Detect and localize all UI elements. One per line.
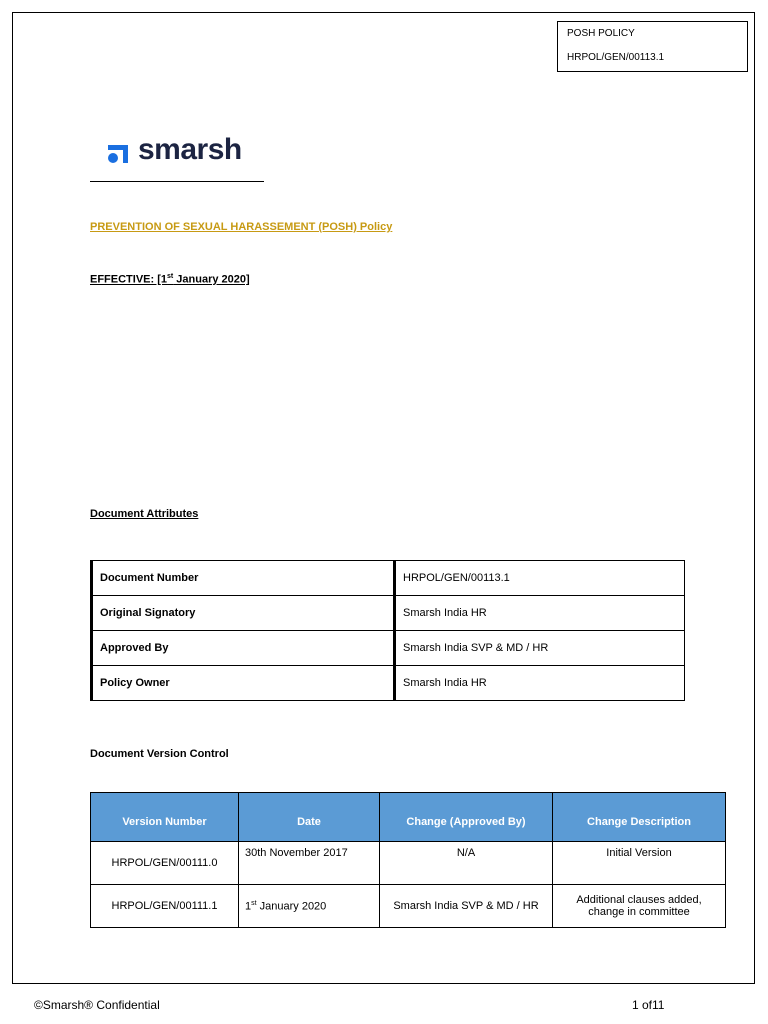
attribute-key: Document Number: [92, 561, 395, 596]
smarsh-logo-text: smarsh: [138, 133, 242, 166]
header-doc-number: HRPOL/GEN/00113.1: [567, 52, 665, 63]
header-box: [557, 21, 748, 72]
table-row: [92, 596, 685, 631]
table-row: [92, 631, 685, 666]
column-header: Change Description: [553, 793, 726, 842]
header-policy-label: POSH POLICY: [567, 28, 635, 39]
table-row: [92, 561, 685, 596]
version-cell: HRPOL/GEN/00111.1: [91, 885, 239, 928]
table-header-row: [91, 793, 726, 842]
version-control-heading: Document Version Control: [90, 748, 229, 760]
version-cell: HRPOL/GEN/00111.0: [91, 842, 239, 885]
policy-title: PREVENTION OF SEXUAL HARASSEMENT (POSH) Policy: [90, 221, 393, 233]
attribute-value: Smarsh India SVP & MD / HR: [395, 631, 685, 666]
effective-date: EFFECTIVE: [1st January 2020]: [90, 273, 250, 286]
smarsh-logo: [108, 134, 242, 166]
description-cell: Initial Version: [553, 842, 726, 885]
document-attributes-table: [90, 560, 685, 701]
column-header: Date: [239, 793, 380, 842]
table-row: [91, 842, 726, 885]
attribute-value: Smarsh India HR: [395, 596, 685, 631]
column-header: Version Number: [91, 793, 239, 842]
attribute-value: Smarsh India HR: [395, 666, 685, 701]
smarsh-logo-mark-icon: [108, 136, 132, 164]
date-cell: 30th November 2017: [239, 842, 380, 885]
document-attributes-heading: Document Attributes: [90, 508, 199, 520]
logo-divider: [90, 181, 264, 182]
attribute-value: HRPOL/GEN/00113.1: [395, 561, 685, 596]
table-row: [92, 666, 685, 701]
table-row: [91, 885, 726, 928]
footer-page-number: 1 of11: [632, 998, 665, 1012]
footer-confidential: ©Smarsh® Confidential: [34, 998, 160, 1012]
approved-by-cell: N/A: [380, 842, 553, 885]
attribute-key: Original Signatory: [92, 596, 395, 631]
version-control-table: [90, 792, 726, 928]
attribute-key: Approved By: [92, 631, 395, 666]
column-header: Change (Approved By): [380, 793, 553, 842]
description-cell: Additional clauses added, change in committee: [553, 885, 726, 928]
date-cell: 1st January 2020: [239, 885, 380, 928]
attribute-key: Policy Owner: [92, 666, 395, 701]
approved-by-cell: Smarsh India SVP & MD / HR: [380, 885, 553, 928]
